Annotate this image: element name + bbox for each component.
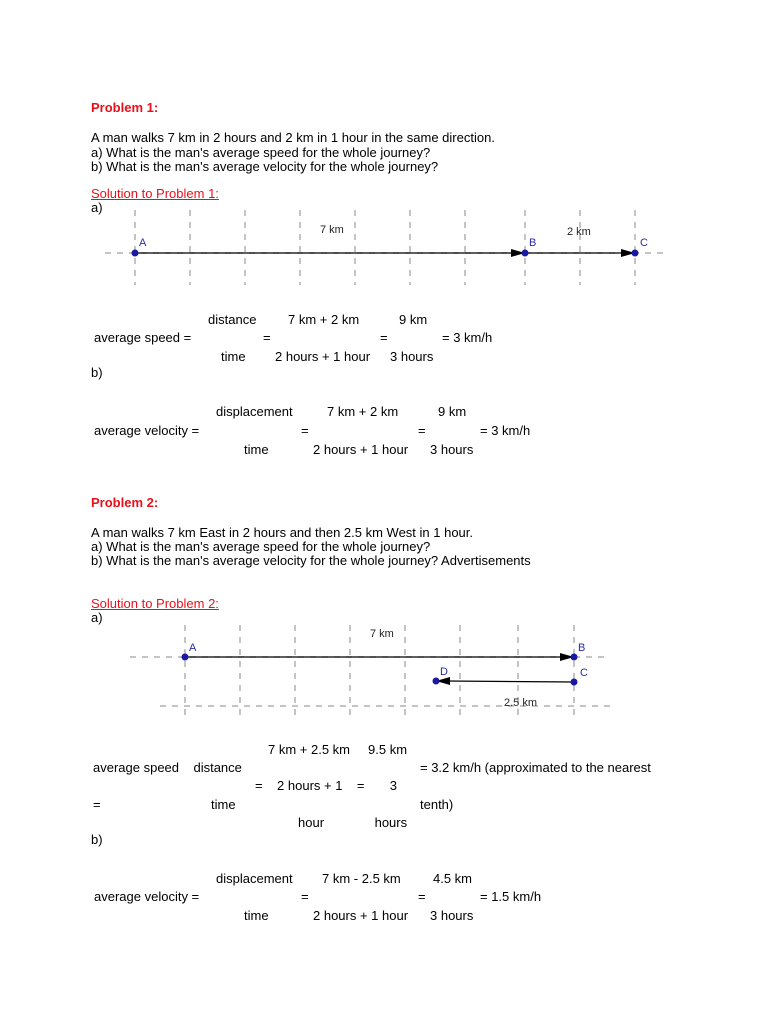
point-c xyxy=(632,250,639,257)
speed-1-eq-1: = xyxy=(263,330,271,345)
solution-2-part-a: a) xyxy=(91,610,103,625)
diagram-2 xyxy=(0,620,768,730)
speed-1-lhs: average speed = xyxy=(94,330,192,345)
speed-2-line-1: 7 km + 2.5 km 9.5 km xyxy=(268,742,408,757)
velocity-2-den-total: 3 hours xyxy=(430,908,474,923)
velocity-1-eq-1: = xyxy=(301,423,309,438)
velocity-2-result: = 1.5 km/h xyxy=(480,889,542,904)
speed-1-num-distance: distance xyxy=(208,312,257,327)
solution-2-title: Solution to Problem 2: xyxy=(91,596,219,611)
diagram-1-grid xyxy=(105,210,665,285)
segment-cd xyxy=(446,681,574,682)
point-d-2 xyxy=(433,678,440,685)
label-a: A xyxy=(139,237,147,249)
label-c: C xyxy=(640,237,648,249)
velocity-1-result: = 3 km/h xyxy=(480,423,531,438)
label-2km: 2 km xyxy=(567,226,591,238)
velocity-2-num-total: 4.5 km xyxy=(433,871,473,886)
label-b-2: B xyxy=(578,642,586,654)
problem-2-question-a: a) What is the man's average speed for the whole journey? xyxy=(91,539,431,554)
velocity-2-num-displacement: displacement xyxy=(216,871,293,886)
label-2-5km: 2.5 km xyxy=(504,697,538,709)
velocity-1-den-total: 3 hours xyxy=(430,442,474,457)
label-b: B xyxy=(529,237,537,249)
velocity-1-den-sum: 2 hours + 1 hour xyxy=(313,442,409,457)
point-b xyxy=(522,250,529,257)
solution-1-part-a: a) xyxy=(91,200,103,215)
velocity-2-den-sum: 2 hours + 1 hour xyxy=(313,908,409,923)
problem-2-title: Problem 2: xyxy=(91,495,159,510)
diagram-1 xyxy=(0,200,768,300)
label-7km: 7 km xyxy=(320,224,344,236)
point-a xyxy=(132,250,139,257)
speed-2-line-4-time: time xyxy=(211,797,236,812)
speed-1-result: = 3 km/h xyxy=(442,330,493,345)
velocity-1-num-sum: 7 km + 2 km xyxy=(327,404,399,419)
point-c-2 xyxy=(571,679,578,686)
velocity-2-lhs: average velocity = xyxy=(94,889,200,904)
velocity-2-num-diff: 7 km - 2.5 km xyxy=(322,871,401,886)
speed-1-num-sum: 7 km + 2 km xyxy=(288,312,360,327)
velocity-1-lhs: average velocity = xyxy=(94,423,200,438)
speed-2-line-2-result: = 3.2 km/h (approximated to the nearest xyxy=(420,760,651,775)
problem-2-question-b: b) What is the man's average velocity for the whole journey? Advertisements xyxy=(91,553,531,568)
velocity-2-den-time: time xyxy=(244,908,269,923)
speed-2-line-4-eq: = xyxy=(93,797,101,812)
solution-1-part-b: b) xyxy=(91,365,103,380)
velocity-1-num-total: 9 km xyxy=(438,404,467,419)
problem-1-statement: A man walks 7 km in 2 hours and 2 km in 1 hour in the same direction. xyxy=(91,130,495,145)
label-d-2: D xyxy=(440,666,448,678)
label-a-2: A xyxy=(189,642,197,654)
speed-1-eq-2: = xyxy=(380,330,388,345)
speed-2-line-5: hour hours xyxy=(298,815,408,830)
speed-2-line-2: average speed distance xyxy=(93,760,242,775)
label-c-2: C xyxy=(580,667,588,679)
speed-2-line-3: = 2 hours + 1 = 3 xyxy=(255,778,397,793)
problem-1-question-a: a) What is the man's average speed for the whole journey? xyxy=(91,145,431,160)
point-b-2 xyxy=(571,654,578,661)
velocity-2-eq-2: = xyxy=(418,889,426,904)
problem-1-question-b: b) What is the man's average velocity for the whole journey? xyxy=(91,159,439,174)
speed-1-den-sum: 2 hours + 1 hour xyxy=(275,349,371,364)
velocity-1-den-time: time xyxy=(244,442,269,457)
solution-1-title: Solution to Problem 1: xyxy=(91,186,219,201)
speed-1-den-total: 3 hours xyxy=(390,349,434,364)
solution-2-part-b: b) xyxy=(91,832,103,847)
speed-2-line-4-tenth: tenth) xyxy=(420,797,454,812)
velocity-1-num-displacement: displacement xyxy=(216,404,293,419)
velocity-1-eq-2: = xyxy=(418,423,426,438)
point-a-2 xyxy=(182,654,189,661)
problem-1-title: Problem 1: xyxy=(91,100,159,115)
velocity-2-eq-1: = xyxy=(301,889,309,904)
label-7km-2: 7 km xyxy=(370,628,394,640)
problem-2-statement: A man walks 7 km East in 2 hours and then 2.5 km West in 1 hour. xyxy=(91,525,474,540)
speed-1-den-time: time xyxy=(221,349,246,364)
speed-1-num-total: 9 km xyxy=(399,312,428,327)
